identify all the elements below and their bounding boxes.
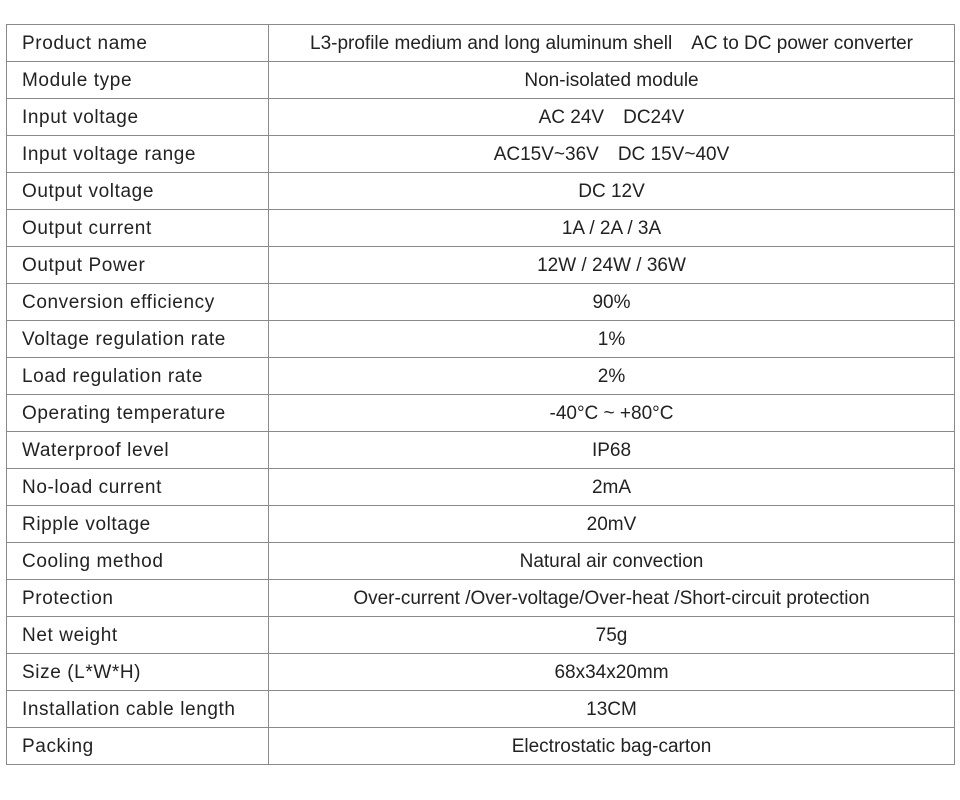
spec-label: Conversion efficiency (7, 284, 269, 321)
table-row (7, 395, 955, 432)
table-row (7, 173, 955, 210)
spec-value: 68x34x20mm (269, 654, 955, 691)
spec-label: Load regulation rate (7, 358, 269, 395)
spec-value: 13CM (269, 691, 955, 728)
spec-value: 90% (269, 284, 955, 321)
table-row (7, 469, 955, 506)
table-row (7, 506, 955, 543)
table-row (7, 617, 955, 654)
spec-label: Waterproof level (7, 432, 269, 469)
table-row (7, 728, 955, 765)
spec-label: Protection (7, 580, 269, 617)
spec-label: Cooling method (7, 543, 269, 580)
spec-label: Size (L*W*H) (7, 654, 269, 691)
spec-value: DC 12V (269, 173, 955, 210)
table-row (7, 136, 955, 173)
spec-value: Natural air convection (269, 543, 955, 580)
spec-label: Operating temperature (7, 395, 269, 432)
spec-value: Non-isolated module (269, 62, 955, 99)
spec-label: Output Power (7, 247, 269, 284)
table-row (7, 543, 955, 580)
spec-value: AC15V~36V DC 15V~40V (269, 136, 955, 173)
spec-value: 1% (269, 321, 955, 358)
table-row (7, 99, 955, 136)
table-row (7, 62, 955, 99)
spec-label: Output voltage (7, 173, 269, 210)
spec-label: Input voltage (7, 99, 269, 136)
table-row (7, 247, 955, 284)
spec-label: Ripple voltage (7, 506, 269, 543)
spec-label: Packing (7, 728, 269, 765)
spec-label: Voltage regulation rate (7, 321, 269, 358)
spec-value: 20mV (269, 506, 955, 543)
spec-value: AC 24V DC24V (269, 99, 955, 136)
spec-label: Net weight (7, 617, 269, 654)
table-row (7, 654, 955, 691)
spec-table (6, 24, 955, 765)
spec-label: No-load current (7, 469, 269, 506)
table-row (7, 321, 955, 358)
spec-label: Product name (7, 25, 269, 62)
spec-label: Installation cable length (7, 691, 269, 728)
table-row (7, 284, 955, 321)
table-row (7, 25, 955, 62)
table-row (7, 358, 955, 395)
spec-value: 75g (269, 617, 955, 654)
table-row (7, 580, 955, 617)
spec-value: 12W / 24W / 36W (269, 247, 955, 284)
table-row (7, 432, 955, 469)
spec-value: Over-current /Over-voltage/Over-heat /Short-circuit protection (269, 580, 955, 617)
spec-value: -40°C ~ +80°C (269, 395, 955, 432)
spec-label: Output current (7, 210, 269, 247)
spec-value: 2% (269, 358, 955, 395)
spec-value: Electrostatic bag-carton (269, 728, 955, 765)
table-row (7, 691, 955, 728)
spec-value: L3-profile medium and long aluminum shell AC to DC power converter (269, 25, 955, 62)
spec-value: IP68 (269, 432, 955, 469)
spec-label: Input voltage range (7, 136, 269, 173)
table-row (7, 210, 955, 247)
spec-value: 1A / 2A / 3A (269, 210, 955, 247)
spec-value: 2mA (269, 469, 955, 506)
spec-label: Module type (7, 62, 269, 99)
